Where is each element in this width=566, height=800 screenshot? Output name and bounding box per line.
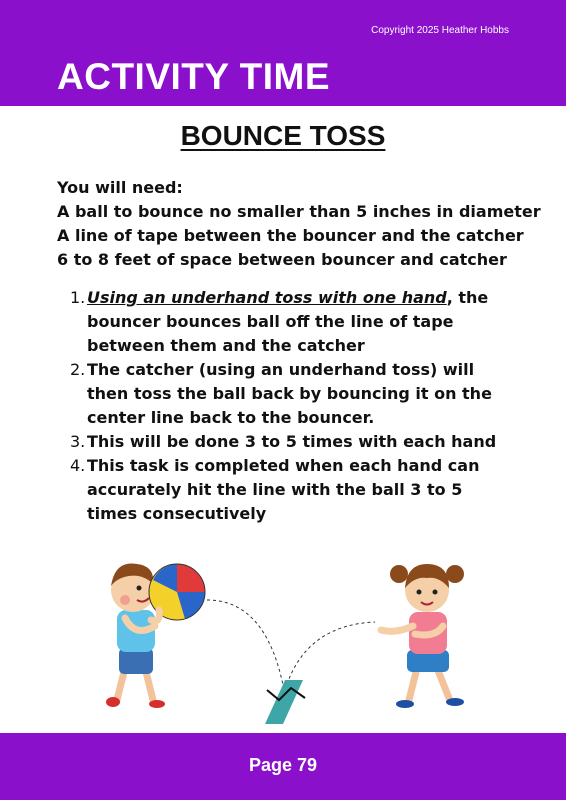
page-number: Page 79 (248, 755, 318, 775)
step-item (70, 358, 510, 430)
ball-path-right (285, 622, 375, 690)
step-text: This will be done 3 to 5 times with each hand (87, 432, 497, 451)
tape-line (265, 680, 303, 724)
step-text: The catcher (using an underhand toss) will then toss the ball back by bouncing it on the center line back to the bouncer. (87, 360, 492, 427)
girl-figure (381, 564, 464, 708)
copyright-text: Copyright 2025 Heather Hobbs (371, 25, 509, 36)
step-number: 1. (70, 288, 86, 307)
header-banner (0, 0, 566, 106)
steps-list (70, 286, 510, 526)
step-item (70, 286, 510, 358)
material-item: 6 to 8 feet of space between bouncer and catcher (57, 250, 507, 269)
bounce-toss-illustration (95, 550, 480, 725)
step-item (70, 430, 510, 454)
material-item: A ball to bounce no smaller than 5 inches in diameter (57, 202, 541, 221)
step-number: 2. (70, 360, 86, 379)
ball-path-left (207, 600, 283, 685)
footer-banner (0, 733, 566, 800)
materials-list (57, 176, 541, 272)
step-number: 3. (70, 432, 86, 451)
step-text: , the bouncer bounces ball off the line of tape between them and the catcher (87, 288, 489, 355)
step-item (70, 454, 510, 526)
page-title: BOUNCE TOSS (180, 120, 386, 151)
step-text: This task is completed when each hand can accurately hit the line with the ball 3 to 5 times consecutively (87, 456, 480, 523)
step-number: 4. (70, 456, 86, 475)
activity-time-heading: ACTIVITY TIME (57, 56, 331, 97)
materials-heading: You will need: (57, 178, 183, 197)
material-item: A line of tape between the bouncer and the catcher (57, 226, 524, 245)
step-emphasis: Using an underhand toss with one hand (87, 288, 447, 307)
boy-figure (106, 563, 205, 708)
